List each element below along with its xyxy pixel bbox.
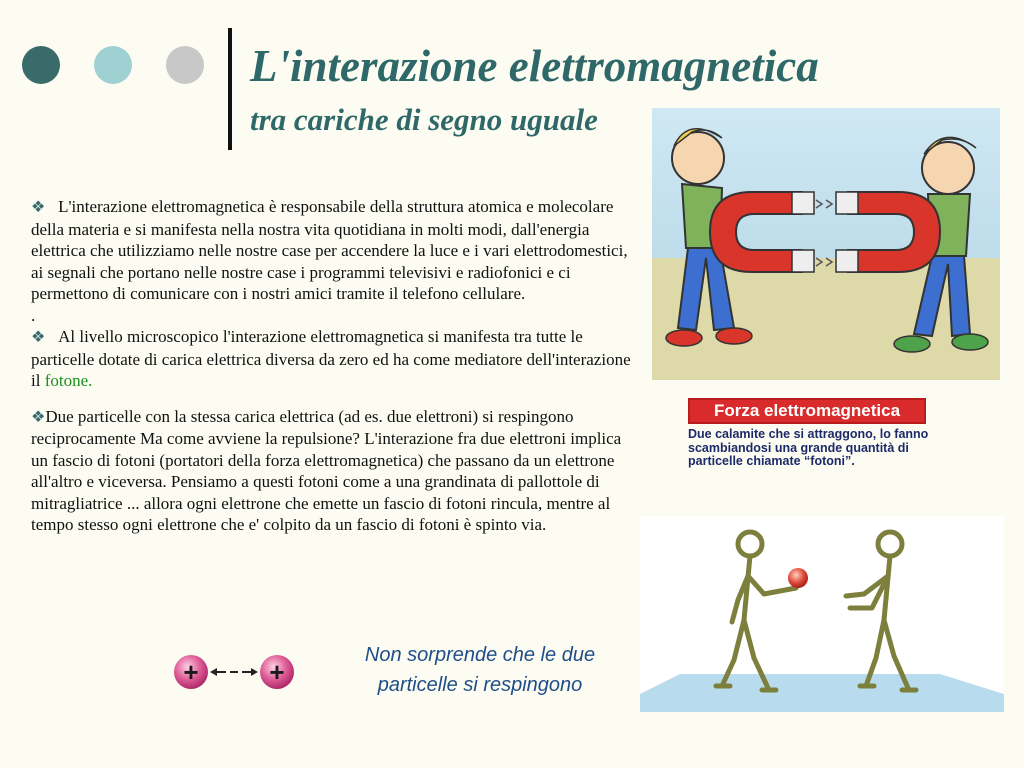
stick-figures-illustration <box>640 516 1004 712</box>
paragraph-2 <box>31 326 631 392</box>
cartoon-label-description: Due calamite che si attraggono, lo fanno scambiandosi una grande quantità di particelle chiamate “fotoni”. <box>688 427 929 468</box>
paragraph-1-text: L'interazione elettromagnetica è responsabile della struttura atomica e molecolare della materia e si manifesta nella nostra vita quotidiana in molti modi, dall'energia elettrica che utilizziamo nelle nostre case per accendere la luce e i vari elettrodomestici, ai segnali che portano nelle nostre case i programmi televisivi e radiofonici e ci permettono di comunicare con i nostri amici tramite il telefono cellulare. <box>31 197 628 303</box>
cartoon-label-title: Forza elettromagnetica <box>688 398 926 424</box>
bullet-icon: ❖ <box>31 199 46 216</box>
slide-title: L'interazione elettromagnetica <box>250 41 819 91</box>
slide-subtitle: tra cariche di segno uguale <box>250 102 598 137</box>
bullet-icon: ❖ <box>31 329 46 346</box>
repulsion-arrows-icon <box>210 668 258 676</box>
repelling-charges-diagram <box>164 644 304 700</box>
right-charge-sign: + <box>269 657 285 687</box>
photon-highlight: fotone. <box>44 371 93 390</box>
caption-line-2: particelle si respingono <box>377 674 583 696</box>
magnets-cartoon-illustration <box>652 108 1000 380</box>
decor-dot-dark <box>22 46 60 84</box>
repulsion-caption <box>320 640 640 700</box>
paragraph-3 <box>31 406 631 536</box>
paragraph-2-text: Al livello microscopico l'interazione elettromagnetica si manifesta tra tutte le particelle dotate di carica elettrica diversa da zero ed ha come mediatore dell'interazione il <box>31 327 631 390</box>
body-text <box>31 196 631 536</box>
left-charge-sign: + <box>183 657 199 687</box>
decor-dot-gray <box>166 46 204 84</box>
caption-line-1: Non sorprende che le due <box>364 644 596 666</box>
separator-dot: . <box>31 305 36 325</box>
paragraph-1 <box>31 196 631 305</box>
bullet-icon: ❖ <box>31 408 46 426</box>
ball-icon <box>788 568 808 588</box>
title-divider <box>228 28 232 150</box>
paragraph-3-text: Due particelle con la stessa carica elettrica (ad es. due elettroni) si respingono reciprocamente Ma come avviene la repulsione? L'interazione fra due elettroni implica un fascio di fotoni (portatori della forza elettromagnetica) che passano da un elettrone all'altro e viceversa. Pensiamo a questi fotoni come a una grandinata di pallottole di mitragliatrice ... allora ogni elettrone che emette un fascio di fotoni rincula, mentre al tempo stesso ogni elettrone che e' colpito da un fascio di fotoni è spinto via. <box>31 406 622 534</box>
decor-dot-light <box>94 46 132 84</box>
